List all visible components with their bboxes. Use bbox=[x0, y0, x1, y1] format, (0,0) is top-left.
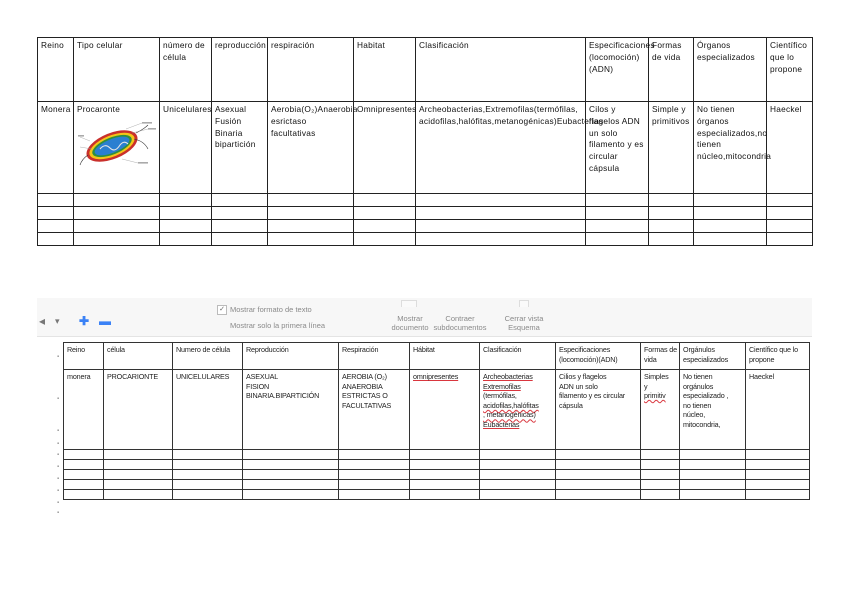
close-outline-view-button[interactable]: Cerrar vista Esquema bbox=[504, 314, 544, 332]
table-cell: AEROBIA (O₂) ANAEROBIA ESTRICTAS O FACULTATIVAS bbox=[339, 370, 410, 450]
table-cell: omnipresentes bbox=[410, 370, 480, 450]
header-cell: Órganos especializados bbox=[694, 38, 767, 102]
header-cell: Reino bbox=[38, 38, 74, 102]
table-cell: Haeckel bbox=[746, 370, 810, 450]
table-cell: Cilios y flagelos ADN un solo filamento y es circular cápsula bbox=[556, 370, 641, 450]
table-cell: Procaronte bbox=[74, 102, 160, 194]
header-cell: Respiración bbox=[339, 343, 410, 370]
table-cell: PROCARIONTE bbox=[104, 370, 173, 450]
document-icon bbox=[401, 300, 417, 307]
table-cell: Asexual Fusión Binaria bipartición bbox=[212, 102, 268, 194]
header-cell: Reino bbox=[64, 343, 104, 370]
table-cell: Monera bbox=[38, 102, 74, 194]
header-cell: Orgánulos especializados bbox=[680, 343, 746, 370]
header-cell: célula bbox=[104, 343, 173, 370]
empty-table-row bbox=[38, 220, 813, 233]
header-cell: Especificaciones (locomoción)(ADN) bbox=[556, 343, 641, 370]
table-cell: Omnipresentes bbox=[354, 102, 416, 194]
table-row bbox=[64, 370, 810, 450]
close-view-icon bbox=[519, 300, 529, 307]
embedded-document-screenshot: ◂ ▾ ✚ ▬ ✓ Mostrar formato de texto Mostrar solo la primera línea Mostrar documento Contraer subdocumentos Cerrar vista Esquema ▪ ▪ ▪ ▪ ▪ ▪ ▪ ▪ ▪ ▪ Reino célula Numero de célula Reproducción Respiración Hábitat Clasificación Especificaciones (locomoción)(ADN) Formas de vida Orgánulos especializados Científico que lo propone monera PROCARIONTE UNICELULARES ASEXUAL FISION BINARIA.BIPARTICIÓN AEROBIA (O₂) ANAEROBIA ESTRICTAS O FACULTATIVAS omnipresentes Archeobacterias Extremofilas (termófilas, acidofilas,halófitas , metanogénicas) Eubacterias Cilios y flagelos ADN un solo filamento y es circular cápsula Simples y primitiv No tienen orgánulos especializado , no tienen núcleo, mitocondria, Haeckel bbox=[37, 298, 812, 516]
empty-table-row bbox=[38, 207, 813, 220]
header-cell: Hábitat bbox=[410, 343, 480, 370]
header-cell: Científico que lo propone bbox=[746, 343, 810, 370]
table-cell: Simples y primitiv bbox=[641, 370, 680, 450]
table-cell: monera bbox=[64, 370, 104, 450]
show-formatting-checkbox[interactable]: ✓ bbox=[217, 305, 227, 315]
first-line-only-label[interactable]: Mostrar solo la primera línea bbox=[230, 321, 326, 330]
outline-toolbar bbox=[37, 298, 812, 337]
header-cell: Formas de vida bbox=[649, 38, 694, 102]
table-cell: ASEXUAL FISION BINARIA.BIPARTICIÓN bbox=[243, 370, 339, 450]
table-cell: Archeobacterias Extremofilas (termófilas, acidofilas,halófitas , metanogénicas) Eubacterias bbox=[480, 370, 556, 450]
header-cell: Clasificación bbox=[480, 343, 556, 370]
empty-table-row bbox=[64, 480, 810, 490]
header-cell: reproducción bbox=[212, 38, 268, 102]
show-document-button[interactable]: Mostrar documento bbox=[391, 314, 429, 332]
plus-icon[interactable]: ✚ bbox=[79, 314, 90, 328]
classification-table bbox=[37, 37, 813, 246]
header-cell: Numero de célula bbox=[173, 343, 243, 370]
table-header-row bbox=[64, 343, 810, 370]
show-formatting-label: Mostrar formato de texto bbox=[230, 305, 312, 314]
table-cell: Haeckel bbox=[767, 102, 813, 194]
header-cell: respiración bbox=[268, 38, 354, 102]
table-row bbox=[38, 102, 813, 194]
table-cell: No tienen orgánulos especializado , no tienen núcleo, mitocondria, bbox=[680, 370, 746, 450]
prokaryotic-cell-illustration bbox=[78, 119, 156, 167]
empty-table-row bbox=[64, 460, 810, 470]
empty-table-row bbox=[38, 194, 813, 207]
empty-table-row bbox=[38, 233, 813, 246]
header-cell: Tipo celular bbox=[74, 38, 160, 102]
header-cell: número de célula bbox=[160, 38, 212, 102]
header-cell: Habitat bbox=[354, 38, 416, 102]
table-cell: No tienen órganos especializados,no tienen núcleo,mitocondria bbox=[694, 102, 767, 194]
header-cell: Científico que lo propone bbox=[767, 38, 813, 102]
table-cell: Simple y primitivos bbox=[649, 102, 694, 194]
empty-table-row bbox=[64, 450, 810, 460]
collapse-subdocuments-button[interactable]: Contraer subdocumentos bbox=[433, 314, 487, 332]
header-cell: Especificaciones (locomoción) (ADN) bbox=[586, 38, 649, 102]
table-cell: Unicelulares bbox=[160, 102, 212, 194]
table-cell: Aerobia(O₂)Anaerobia esrictaso facultativas bbox=[268, 102, 354, 194]
table-cell: Cilos y flagelos ADN un solo filamento y es circular cápsula bbox=[586, 102, 649, 194]
table-cell: UNICELULARES bbox=[173, 370, 243, 450]
empty-table-row bbox=[64, 470, 810, 480]
header-cell: Clasificación bbox=[416, 38, 586, 102]
minus-icon[interactable]: ▬ bbox=[99, 314, 111, 328]
outline-classification-table bbox=[63, 342, 810, 500]
header-cell: Formas de vida bbox=[641, 343, 680, 370]
demote-arrow-icon[interactable]: ◂ bbox=[39, 314, 46, 328]
header-cell: Reproducción bbox=[243, 343, 339, 370]
chevron-down-icon[interactable]: ▾ bbox=[55, 316, 60, 326]
table-header-row bbox=[38, 38, 813, 102]
empty-table-row bbox=[64, 490, 810, 500]
table-cell: Archeobacterias,Extremofilas(termófilas, acidofilas,halófitas,metanogénicas)Eubacterias bbox=[416, 102, 586, 194]
